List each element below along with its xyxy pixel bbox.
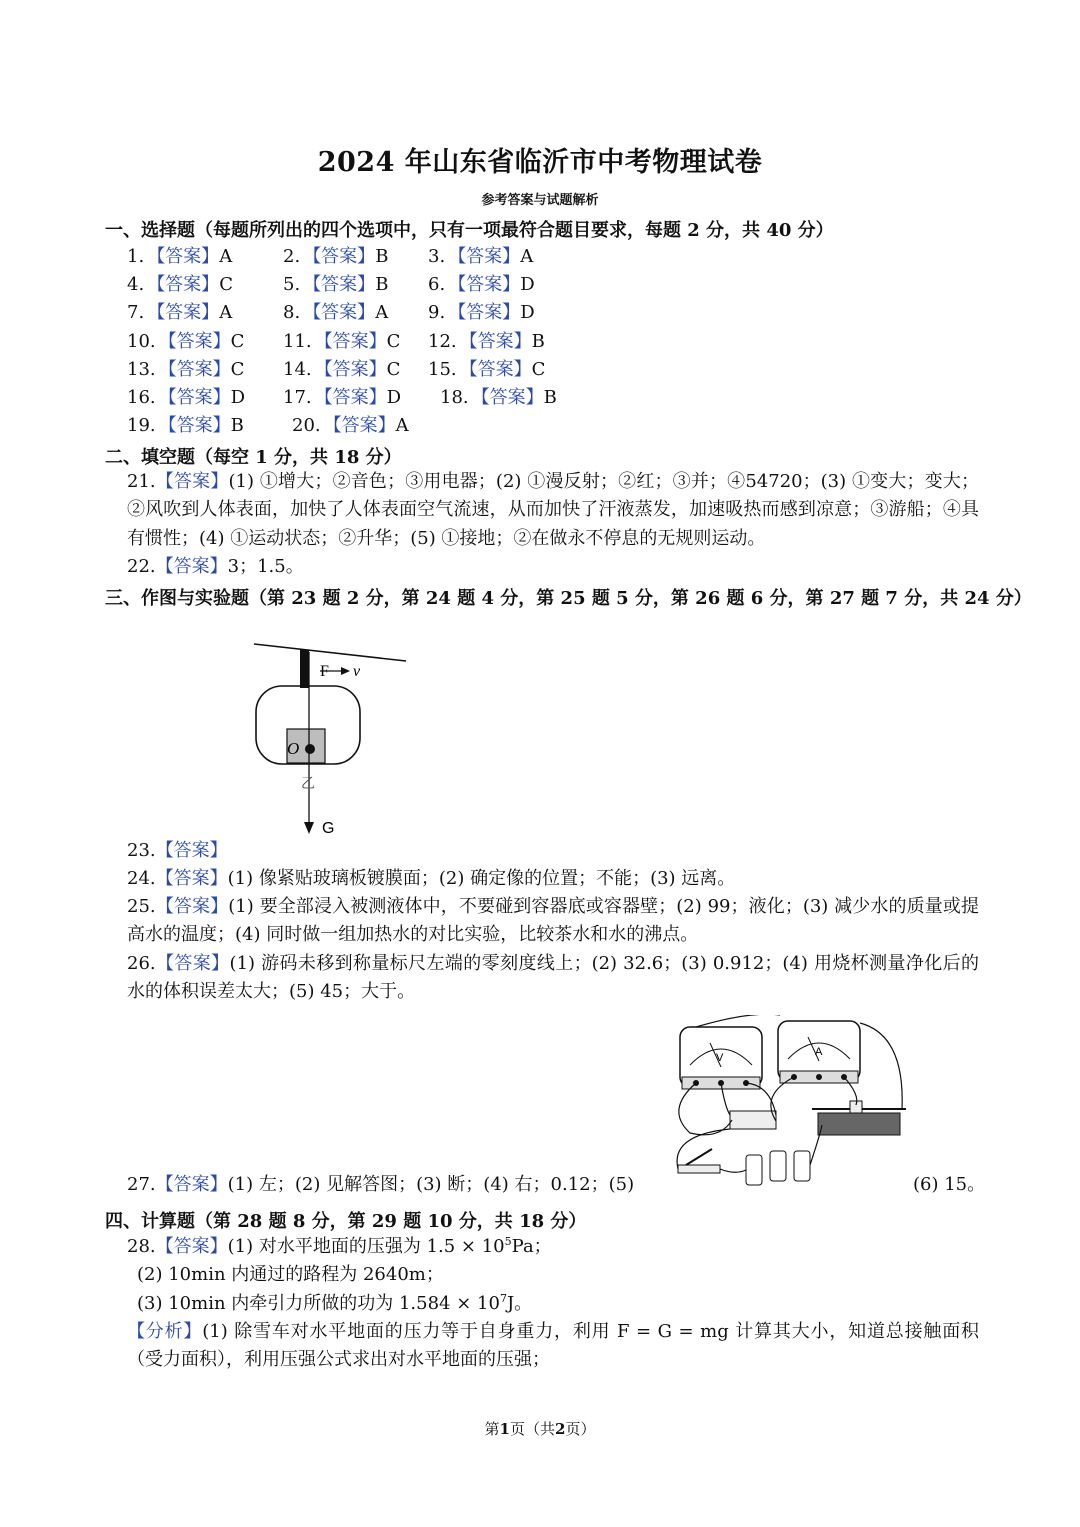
choice-number: 7. xyxy=(127,302,145,323)
choice-answer-item xyxy=(127,383,245,409)
answer-tag: 【答案】 xyxy=(155,953,230,974)
answer-q22 xyxy=(127,553,979,581)
choice-number: 8. xyxy=(283,302,301,323)
choice-answer-item xyxy=(283,327,400,353)
answer-tag: 【答案】 xyxy=(147,274,220,295)
answer-q27 xyxy=(127,1171,634,1199)
choice-number: 1. xyxy=(127,246,145,267)
answer-tag: 【答案】 xyxy=(314,359,387,380)
choice-letter: B xyxy=(375,274,389,295)
choice-letter: D xyxy=(520,302,535,323)
choice-answer-item xyxy=(283,298,388,324)
q28-number: 28. xyxy=(127,1236,156,1257)
q28-l3-exponent: 7 xyxy=(499,1292,507,1305)
footer-pre: 第 xyxy=(484,1420,500,1438)
choice-number: 4. xyxy=(127,274,145,295)
choice-letter: B xyxy=(375,246,389,267)
choice-number: 19. xyxy=(127,415,156,436)
choice-letter: A xyxy=(375,302,389,323)
choice-letter: D xyxy=(520,274,535,295)
choice-number: 13. xyxy=(127,359,156,380)
q28-l1b: Pa； xyxy=(511,1236,552,1257)
choice-letter: A xyxy=(395,415,409,436)
choice-number: 3. xyxy=(428,246,446,267)
answer-tag: 【答案】 xyxy=(155,1236,228,1257)
q28-l1a: (1) 对水平地面的压强为 1.5 × 10 xyxy=(227,1236,505,1257)
choice-answer-item xyxy=(283,355,400,381)
choice-number: 11. xyxy=(283,331,312,352)
answer-tag: 【答案】 xyxy=(471,387,544,408)
choice-number: 20. xyxy=(292,415,321,436)
q23-number: 23. xyxy=(127,840,156,861)
choice-number: 5. xyxy=(283,274,301,295)
answer-tag: 【答案】 xyxy=(459,331,532,352)
q28-l1-exponent: 5 xyxy=(504,1235,512,1248)
answer-q25 xyxy=(127,893,979,950)
choice-answer-item xyxy=(127,270,233,296)
battery-pack xyxy=(746,1151,810,1185)
section-heading-experiment: 三、作图与实验题（第 23 题 2 分，第 24 题 4 分，第 25 题 5 分，第 26 题 6 分，第 27 题 7 分，共 24 分） xyxy=(105,588,1032,609)
q28-analysis-text: (1) 除雪车对水平地面的压力等于自身重力，利用 F = G = mg 计算其大小，知道总接触面积（受力面积），利用压强公式求出对水平地面的压强； xyxy=(127,1321,980,1371)
answer-tag: 【答案】 xyxy=(158,331,231,352)
q24-text: (1) 像紧贴玻璃板镀膜面；(2) 确定像的位置；不能；(3) 远离。 xyxy=(227,868,736,889)
footer-mid: 页（共 xyxy=(509,1420,555,1438)
choice-number: 18. xyxy=(440,387,469,408)
choice-answer-item xyxy=(127,327,244,353)
answer-tag: 【答案】 xyxy=(155,840,228,861)
answer-tag: 【答案】 xyxy=(459,359,532,380)
footer-total-pages: 2 xyxy=(555,1420,566,1438)
choice-answer-item xyxy=(440,383,557,409)
answer-q28-line1 xyxy=(127,1233,552,1261)
choice-letter: C xyxy=(386,359,401,380)
answer-tag: 【答案】 xyxy=(448,302,521,323)
choice-answer-item xyxy=(428,298,535,324)
force-diagram-figure xyxy=(240,630,420,845)
answer-tag: 【答案】 xyxy=(448,246,521,267)
label-O: O xyxy=(287,739,300,758)
section-heading-calc: 四、计算题（第 28 题 8 分，第 29 题 10 分，共 18 分） xyxy=(105,1211,587,1232)
choice-number: 9. xyxy=(428,302,446,323)
choice-number: 6. xyxy=(428,274,446,295)
q25-number: 25. xyxy=(127,896,156,917)
answer-tag: 【答案】 xyxy=(147,302,220,323)
choice-letter: C xyxy=(386,331,401,352)
choice-answer-item xyxy=(127,242,232,268)
choice-letter: B xyxy=(531,331,545,352)
choice-answer-item xyxy=(127,298,232,324)
velocity-arrowhead xyxy=(341,667,350,675)
ammeter-label: A xyxy=(815,1046,823,1058)
page-footer xyxy=(0,1418,1080,1439)
answer-q21 xyxy=(127,468,979,553)
choice-answer-item xyxy=(428,270,535,296)
answer-tag: 【答案】 xyxy=(158,387,231,408)
answer-tag: 【答案】 xyxy=(155,1174,228,1195)
choice-letter: C xyxy=(531,359,546,380)
choice-answer-item xyxy=(428,355,545,381)
choice-letter: C xyxy=(230,359,245,380)
choice-answer-item xyxy=(127,355,244,381)
answer-tag: 【答案】 xyxy=(158,359,231,380)
answer-tag: 【答案】 xyxy=(448,274,521,295)
q28-l3b: J。 xyxy=(506,1293,533,1314)
choice-letter: A xyxy=(219,302,233,323)
choice-answer-item xyxy=(428,327,545,353)
q26-text: (1) 游码未移到称量标尺左端的零刻度线上；(2) 32.6；(3) 0.912；(4) 用烧杯测量净化后的水的体积误差太大；(5) 45；大于。 xyxy=(127,953,980,1003)
q27-tail: (6) 15。 xyxy=(913,1174,986,1195)
answer-tag: 【答案】 xyxy=(158,415,231,436)
rheostat xyxy=(812,1101,906,1135)
q21-number: 21. xyxy=(127,471,156,492)
choice-answer-item xyxy=(292,411,409,437)
q22-number: 22. xyxy=(127,556,156,577)
page-title: 2024 年山东省临沂市中考物理试卷 xyxy=(317,147,763,178)
footer-post: 页） xyxy=(565,1420,596,1438)
q25-text: (1) 要全部浸入被测液体中，不要碰到容器底或容器壁；(2) 99；液化；(3) 减少水的质量或提高水的温度；(4) 同时做一组加热水的对比实验，比较茶水和水的沸点。 xyxy=(127,896,980,946)
center-of-mass-dot xyxy=(305,744,315,754)
choice-letter: C xyxy=(219,274,233,295)
page-subtitle: 参考答案与试题解析 xyxy=(481,193,599,208)
choice-answer-item xyxy=(283,383,401,409)
label-F: F xyxy=(320,663,329,680)
choice-letter: B xyxy=(230,415,244,436)
choice-letter: D xyxy=(386,387,402,408)
choice-letter: D xyxy=(230,387,246,408)
answer-q28-line3 xyxy=(137,1290,532,1318)
answer-tag: 【答案】 xyxy=(303,274,376,295)
answer-tag: 【答案】 xyxy=(314,331,387,352)
label-G: G xyxy=(322,820,335,837)
answer-q26 xyxy=(127,950,979,1007)
choice-number: 16. xyxy=(127,387,156,408)
answer-tag: 【答案】 xyxy=(155,896,229,917)
choice-letter: C xyxy=(230,331,245,352)
label-v: v xyxy=(353,663,361,680)
q27-text: (1) 左；(2) 见解答图；(3) 断；(4) 右；0.12；(5) xyxy=(227,1174,635,1195)
q26-number: 26. xyxy=(127,953,156,974)
answer-tag: 【答案】 xyxy=(155,471,229,492)
choice-number: 2. xyxy=(283,246,301,267)
gravity-arrowhead xyxy=(304,822,314,834)
answer-tag: 【答案】 xyxy=(147,246,220,267)
choice-number: 14. xyxy=(283,359,312,380)
answer-q28-line2: (2) 10min 内通过的路程为 2640m； xyxy=(137,1264,444,1285)
circuit-diagram-figure xyxy=(660,1015,910,1195)
choice-answer-item xyxy=(127,411,244,437)
label-yi: 乙 xyxy=(301,776,315,792)
voltmeter-label: V xyxy=(716,1052,724,1064)
analysis-q28 xyxy=(127,1318,979,1375)
analysis-tag: 【分析】 xyxy=(127,1321,203,1342)
choice-number: 12. xyxy=(428,331,457,352)
q24-number: 24. xyxy=(127,868,156,889)
switch xyxy=(678,1149,720,1173)
q27-number: 27. xyxy=(127,1174,156,1195)
choice-answer-item xyxy=(283,242,388,268)
choice-number: 10. xyxy=(127,331,156,352)
section-heading-choice: 一、选择题（每题所列出的四个选项中，只有一项最符合题目要求，每题 2 分，共 40 分） xyxy=(105,220,834,241)
resistor xyxy=(730,1111,776,1129)
choice-answer-item xyxy=(283,270,388,296)
cable-line xyxy=(254,644,406,661)
choice-letter: A xyxy=(520,246,534,267)
choice-number: 17. xyxy=(283,387,312,408)
choice-answer-item xyxy=(428,242,533,268)
footer-page-number: 1 xyxy=(499,1420,510,1438)
choice-number: 15. xyxy=(428,359,457,380)
cable-bar xyxy=(300,650,309,688)
answer-tag: 【答案】 xyxy=(303,302,376,323)
answer-tag: 【答案】 xyxy=(155,868,228,889)
answer-tag: 【答案】 xyxy=(303,246,376,267)
answer-tag: 【答案】 xyxy=(155,556,228,577)
q22-text: 3；1.5。 xyxy=(227,556,304,577)
q28-l3a: (3) 10min 内牵引力所做的功为 1.584 × 10 xyxy=(137,1293,500,1314)
answer-q24 xyxy=(127,865,979,893)
choice-letter: A xyxy=(219,246,233,267)
answer-tag: 【答案】 xyxy=(314,387,387,408)
q21-text: (1) ①增大；②音色；③用电器；(2) ①漫反射；②红；③并；④54720；(3) ①变大；变大；②风吹到人体表面，加快了人体表面空气流速，从而加快了汗液蒸发，加速吸热而感到凉意；③游船；④具有惯性；(4) ①运动状态；②升华；(5) ①接地；②在做永不停息的无规则运动。 xyxy=(127,471,980,549)
answer-tag: 【答案】 xyxy=(323,415,396,436)
choice-letter: B xyxy=(543,387,557,408)
answer-q23 xyxy=(127,837,979,865)
section-heading-fill: 二、填空题（每空 1 分，共 18 分） xyxy=(105,447,402,468)
